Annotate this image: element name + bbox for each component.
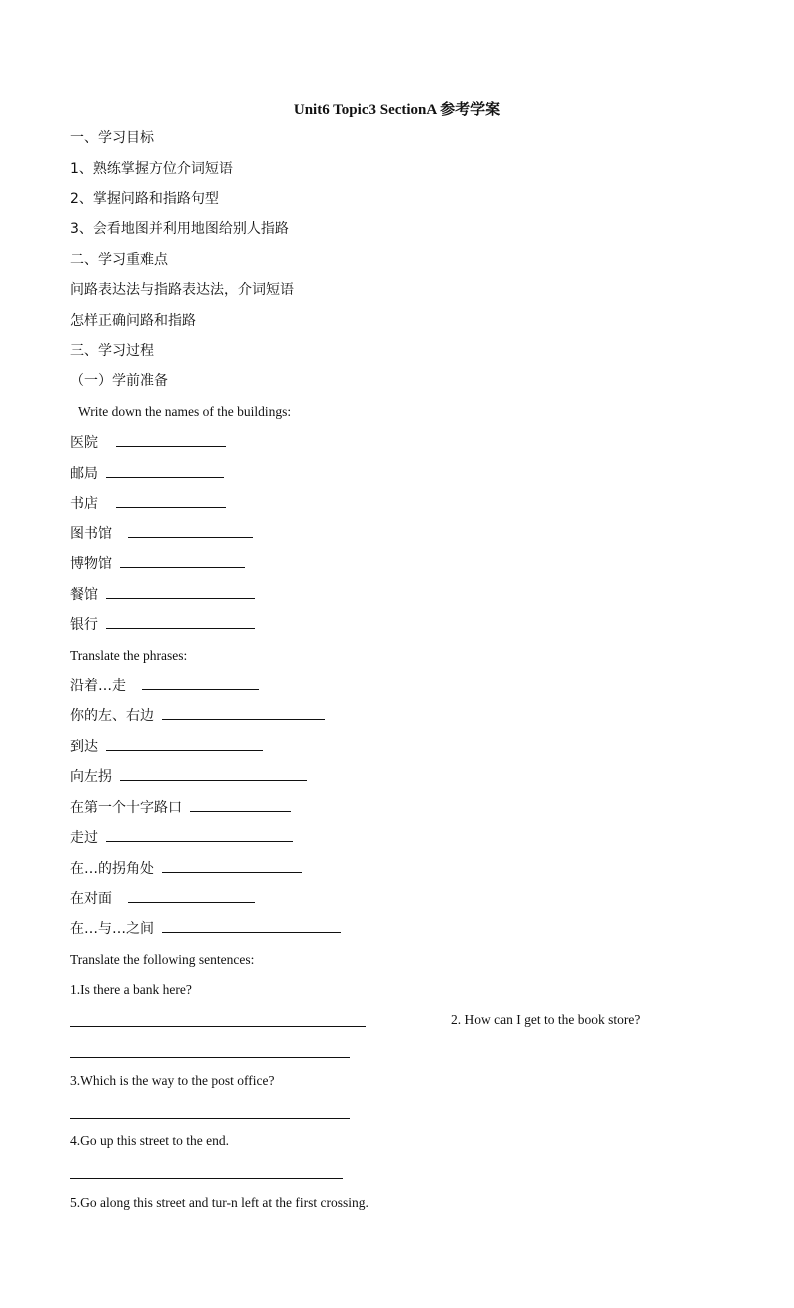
- answer-blank[interactable]: [106, 827, 293, 842]
- answer-blank[interactable]: [106, 736, 263, 751]
- answer-blank[interactable]: [162, 918, 341, 933]
- answer-blank[interactable]: [142, 675, 259, 690]
- answer-blank[interactable]: [106, 614, 255, 629]
- phrase-label: 在…的拐角处: [70, 861, 154, 877]
- answer-blank[interactable]: [116, 493, 226, 508]
- answer-blank[interactable]: [106, 584, 255, 599]
- building-label: 医院: [70, 435, 98, 451]
- sentence-prompt: 5.Go along this street and tur-n left at the first crossing.: [70, 1195, 369, 1210]
- subsection-heading: （一）学前准备: [70, 373, 168, 389]
- answer-blank[interactable]: [162, 705, 325, 720]
- answer-blank[interactable]: [128, 888, 255, 903]
- answer-blank[interactable]: [106, 463, 224, 478]
- phrase-label: 走过: [70, 830, 98, 846]
- phrase-label: 在第一个十字路口: [70, 800, 182, 816]
- page-title: Unit6 Topic3 SectionA 参考学案: [293, 102, 501, 118]
- building-row: [70, 463, 224, 484]
- building-label: 博物馆: [70, 556, 112, 572]
- building-row: [70, 432, 226, 453]
- sentence-prompt: 3.Which is the way to the post office?: [70, 1073, 275, 1088]
- objective-item: 2、掌握问路和指路句型: [70, 191, 219, 207]
- building-row: [70, 493, 226, 514]
- phrases-instruction: Translate the phrases:: [70, 648, 188, 663]
- sentences-instruction: Translate the following sentences:: [70, 952, 255, 967]
- phrase-row: [70, 675, 259, 696]
- phrase-label: 你的左、右边: [70, 708, 154, 724]
- answer-blank[interactable]: [190, 797, 291, 812]
- objective-item: 3、会看地图并利用地图给别人指路: [70, 221, 289, 237]
- section-2-heading: 二、学习重难点: [70, 252, 168, 268]
- answer-blank[interactable]: [120, 766, 307, 781]
- building-row: [70, 553, 245, 574]
- sentence-prompt: 4.Go up this street to the end.: [70, 1133, 229, 1148]
- answer-line[interactable]: [70, 1057, 350, 1058]
- phrase-row: [70, 858, 302, 879]
- buildings-instruction: Write down the names of the buildings:: [78, 404, 292, 419]
- section-1-heading: 一、学习目标: [70, 130, 154, 146]
- phrase-row: [70, 888, 255, 909]
- answer-blank[interactable]: [120, 553, 245, 568]
- phrase-label: 在对面: [70, 891, 112, 907]
- objective-item: 1、熟练掌握方位介词短语: [70, 161, 233, 177]
- key-point-item: 问路表达法与指路表达法，介词短语: [70, 282, 294, 298]
- answer-line[interactable]: [70, 1118, 350, 1119]
- building-label: 邮局: [70, 466, 98, 482]
- phrase-row: [70, 766, 307, 787]
- sentence-prompt: 1.Is there a bank here?: [70, 982, 192, 997]
- answer-line[interactable]: [70, 1026, 366, 1027]
- building-row: [70, 584, 255, 605]
- building-row: [70, 523, 253, 544]
- phrase-row: [70, 797, 291, 818]
- answer-blank[interactable]: [162, 858, 302, 873]
- building-label: 银行: [70, 617, 98, 633]
- section-3-heading: 三、学习过程: [70, 343, 154, 359]
- building-label: 图书馆: [70, 526, 112, 542]
- sentence-prompt: 2. How can I get to the book store?: [451, 1012, 641, 1027]
- answer-blank[interactable]: [128, 523, 253, 538]
- phrase-row: [70, 918, 341, 939]
- answer-line[interactable]: [70, 1178, 343, 1179]
- building-label: 书店: [70, 496, 98, 512]
- phrase-label: 在…与…之间: [70, 921, 154, 937]
- phrase-row: [70, 736, 263, 757]
- key-point-item: 怎样正确问路和指路: [70, 313, 196, 329]
- phrase-label: 向左拐: [70, 769, 112, 785]
- phrase-label: 到达: [70, 739, 98, 755]
- answer-blank[interactable]: [116, 432, 226, 447]
- phrase-row: [70, 705, 325, 726]
- phrase-label: 沿着…走: [70, 678, 126, 694]
- phrase-row: [70, 827, 293, 848]
- building-row: [70, 614, 255, 635]
- building-label: 餐馆: [70, 587, 98, 603]
